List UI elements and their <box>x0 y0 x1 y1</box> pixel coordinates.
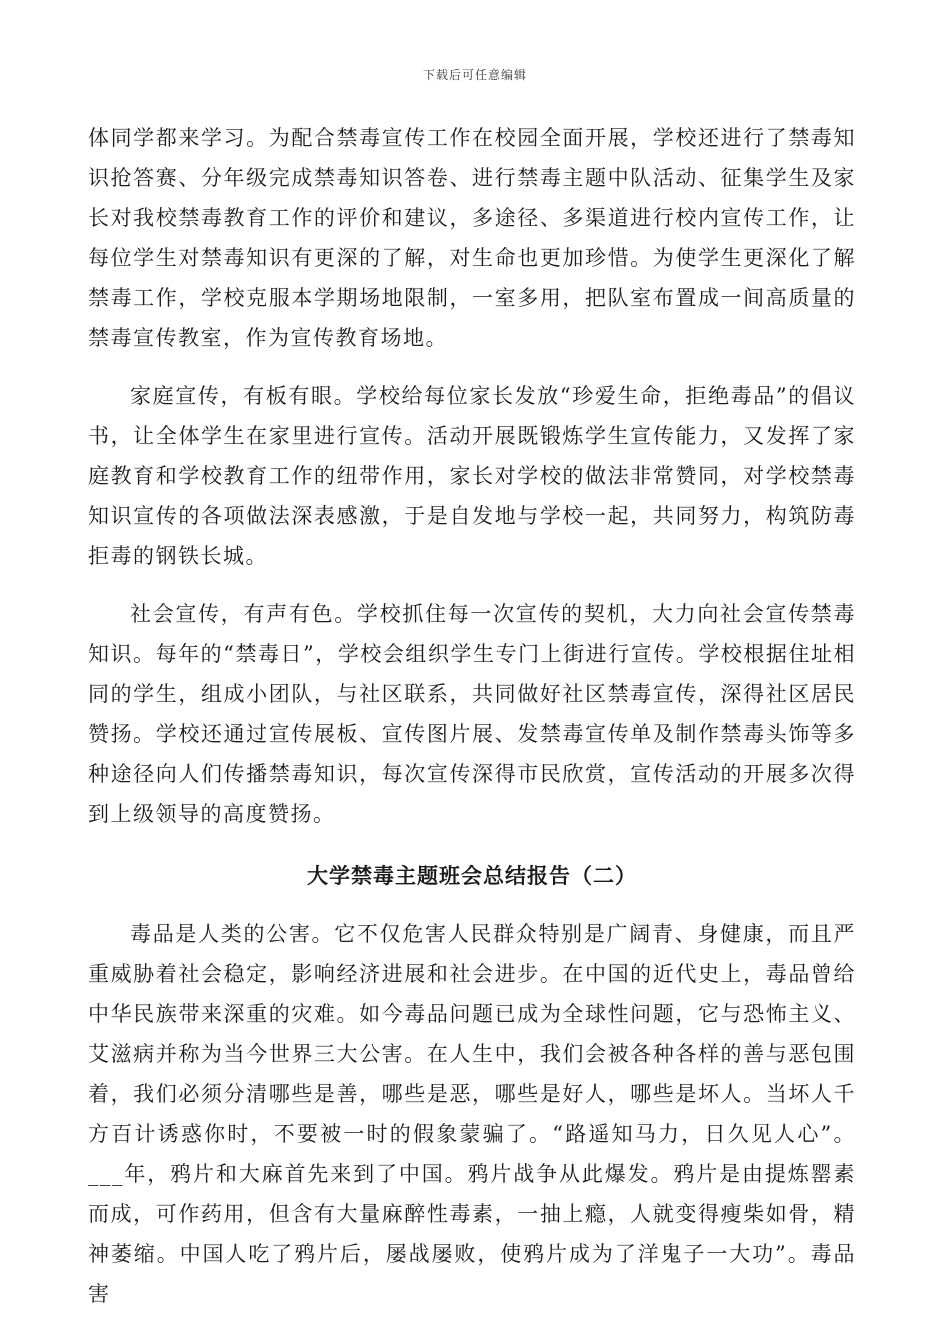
paragraph-family-promotion: 家庭宣传，有板有眼。学校给每位家长发放“珍爱生命，拒绝毒品”的倡议书，让全体学生在家里进行宣传。活动开展既锻炼学生宣传能力，又发挥了家庭教育和学校教育工作的纽带作用，家长对学校的做法非常赞同，对学校禁毒知识宣传的各项做法深表感激，于是自发地与学校一起，共同努力，构筑防毒拒毒的钢铁长城。 <box>88 384 856 568</box>
paragraph-drug-harm: 毒品是人类的公害。它不仅危害人民群众特别是广阔青、身健康，而且严重威胁着社会稳定，影响经济进展和社会进步。在中国的近代史上，毒品曾给中华民族带来深重的灾难。如今毒品问题已成为全球性问题，它与恐怖主义、艾滋病并称为当今世界三大公害。在人生中，我们会被各种各样的善与恶包围着，我们必须分清哪些是善，哪些是恶，哪些是好人，哪些是坏人。当坏人千方百计诱惑你时，不要被一时的假象蒙骗了。“路遥知马力，日久见人心”。___年，鸦片和大麻首先来到了中国。鸦片战争从此爆发。鸦片是由提炼罂素而成，可作药用，但含有大量麻醉性毒素，一抽上瘾，人就变得瘦柴如骨，精神萎缩。中国人吃了鸦片后，屡战屡败，使鸦片成为了洋鬼子一大功”。毒品害 <box>88 922 856 1306</box>
paragraph-society-promotion: 社会宣传，有声有色。学校抓住每一次宣传的契机，大力向社会宣传禁毒知识。每年的“禁毒日”，学校会组织学生专门上街进行宣传。学校根据住址相同的学生，组成小团队，与社区联系，共同做好社区禁毒宣传，深得社区居民赞扬。学校还通过宣传展板、宣传图片展、发禁毒宣传单及制作禁毒头饰等多种途径向人们传播禁毒知识，每次宣传深得市民欣赏，宣传活动的开展多次得到上级领导的高度赞扬。 <box>88 602 856 826</box>
section-title: 大学禁毒主题班会总结报告（二） <box>307 863 637 888</box>
paragraph-gap <box>88 576 856 594</box>
paragraph-gap <box>88 358 856 376</box>
page-header-note: 下载后可任意编辑 <box>422 68 527 82</box>
document-body <box>88 118 856 1314</box>
paragraph-school-promotion: 体同学都来学习。为配合禁毒宣传工作在校园全面开展，学校还进行了禁毒知识抢答赛、分年级完成禁毒知识答卷、进行禁毒主题中队活动、征集学生及家长对我校禁毒教育工作的评价和建议，多途径、多渠道进行校内宣传工作，让每位学生对禁毒知识有更深的了解，对生命也更加珍惜。为使学生更深化了解禁毒工作，学校克服本学期场地限制，一室多用，把队室布置成一间高质量的禁毒宣传教室，作为宣传教育场地。 <box>88 126 856 350</box>
